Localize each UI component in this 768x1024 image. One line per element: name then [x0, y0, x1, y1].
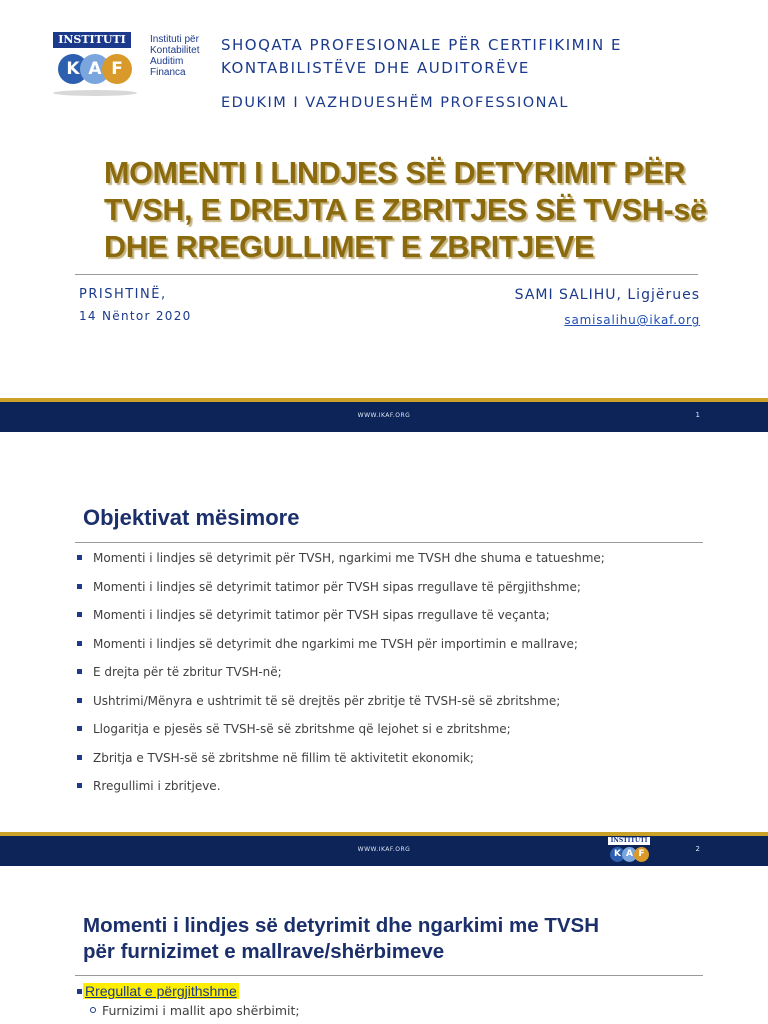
bullet-square-icon [77, 698, 82, 703]
title-line: TVSH, E DREJTA E ZBRITJES SË TVSH-së [104, 193, 707, 227]
logo-org-line: Instituti për [150, 34, 199, 45]
list-item [77, 776, 605, 805]
organization-name-line: KONTABILISTËVE DHE AUDITORËVE [221, 59, 530, 77]
list-item-text: Ushtrimi/Mënyra e ushtrimit të së drejtës për zbritje të TVSH-së së zbritshme; [93, 693, 561, 708]
organization-name [221, 34, 622, 80]
bullet-square-icon [77, 989, 82, 994]
logo-org-text [150, 34, 210, 78]
bullet-square-icon [77, 584, 82, 589]
list-item [77, 605, 605, 634]
slide-1 [0, 0, 768, 432]
author-name: SAMI SALIHU, Ligjërues [514, 287, 700, 303]
sub-list-item-text: Furnizimi i mallit apo shërbimit; [102, 1003, 300, 1018]
logo-letter-f: F [102, 54, 132, 84]
list-item-text: Momenti i lindjes së detyrimit dhe ngarkimi me TVSH për importimin e mallrave; [93, 636, 578, 651]
ikaf-logo [53, 32, 203, 98]
organization-name-line: SHOQATA PROFESIONALE PËR CERTIFIKIMIN E [221, 36, 622, 54]
presentation-title [104, 155, 724, 266]
list-item [77, 548, 605, 577]
list-item [77, 719, 605, 748]
bullet-square-icon [77, 783, 82, 788]
logo-org-line: Auditim [150, 56, 184, 67]
list-item-text: Momenti i lindjes së detyrimit tatimor për TVSH sipas rregullave të përgjithshme; [93, 579, 581, 594]
location: PRISHTINË, [79, 287, 167, 302]
logo-circles [58, 54, 132, 88]
heading-line: Momenti i lindjes së detyrimit dhe ngarkimi me TVSH [83, 914, 600, 937]
title-line: DHE RREGULLIMET E ZBRITJEVE [104, 230, 595, 264]
sub-list-item [90, 1003, 300, 1018]
slide-3-divider [75, 975, 703, 976]
bullet-square-icon [77, 641, 82, 646]
list-item [77, 634, 605, 663]
bullet-square-icon [77, 555, 82, 560]
logo-shadow [53, 90, 137, 96]
objectives-divider [75, 542, 703, 543]
subtitle: EDUKIM I VAZHDUESHËM PROFESSIONAL [221, 95, 569, 111]
footer-logo-letter-k: K [610, 847, 625, 862]
list-item-text: Zbritja e TVSH-së së zbritshme në fillim të aktivitetit ekonomik; [93, 750, 474, 765]
list-item-text: Rregullimi i zbritjeve. [93, 779, 221, 793]
list-item-text: Momenti i lindjes së detyrimit për TVSH, ngarkimi me TVSH dhe shuma e tatueshme; [93, 551, 605, 565]
footer-logo [608, 837, 656, 863]
list-item-text: Momenti i lindjes së detyrimit tatimor për TVSH sipas rregullave të veçanta; [93, 608, 550, 622]
list-item [77, 691, 605, 720]
heading-line: për furnizimet e mallrave/shërbimeve [83, 940, 445, 963]
logo-banner: INSTITUTI [53, 32, 131, 48]
general-rules-text: Rregullat e përgjithshme [85, 983, 237, 999]
title-divider [75, 274, 698, 275]
title-line: MOMENTI I LINDJES SË DETYRIMIT PËR [104, 156, 686, 190]
slide-3-heading [83, 913, 683, 965]
objectives-heading: Objektivat mësimore [83, 505, 300, 530]
list-item-text: Llogaritja e pjesës së TVSH-së së zbritshme që lejohet si e zbritshme; [93, 722, 511, 736]
presentation-date: 14 Nëntor 2020 [79, 309, 192, 323]
list-item [77, 748, 605, 777]
author-email-link[interactable]: samisalihu@ikaf.org [564, 313, 700, 327]
footer-logo-letter-a: A [622, 847, 637, 862]
general-rules-label [77, 983, 239, 999]
page-number: 1 [695, 411, 700, 419]
list-item [77, 662, 605, 691]
list-item-text: E drejta për të zbritur TVSH-në; [93, 665, 282, 679]
footer-url: WWW.IKAF.ORG [357, 846, 411, 853]
footer-logo-banner: INSTITUTI [608, 837, 650, 845]
logo-letter-k: K [58, 54, 88, 84]
objectives-list [77, 548, 605, 805]
bullet-circle-icon [90, 1007, 96, 1013]
page-number: 2 [695, 845, 700, 853]
list-item [77, 577, 605, 606]
slide-footer [0, 398, 768, 432]
logo-org-line: Financa [150, 67, 186, 78]
footer-logo-letter-f: F [634, 847, 649, 862]
bullet-square-icon [77, 669, 82, 674]
bullet-square-icon [77, 612, 82, 617]
footer-url: WWW.IKAF.ORG [357, 412, 411, 419]
bullet-square-icon [77, 726, 82, 731]
logo-org-line: Kontabilitet [150, 45, 200, 56]
logo-letter-a: A [80, 54, 110, 84]
bullet-square-icon [77, 755, 82, 760]
